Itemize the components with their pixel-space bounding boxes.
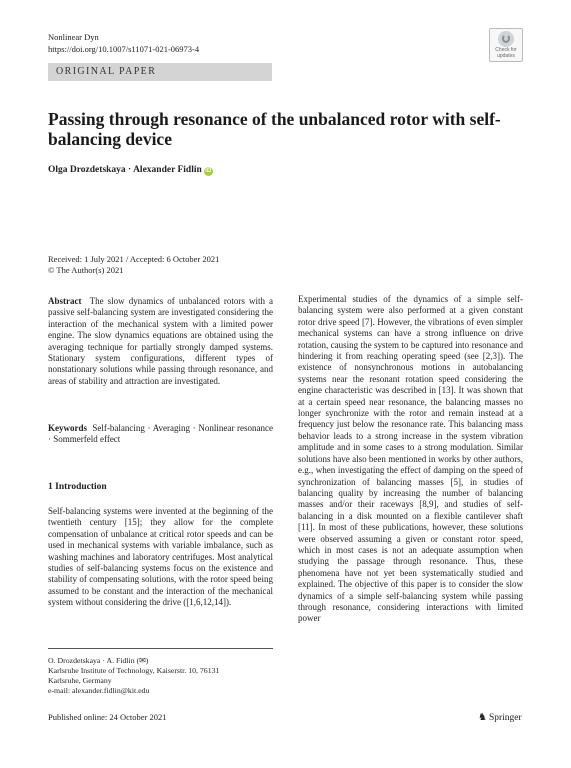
introduction-paragraph xyxy=(48,506,273,609)
doi-link[interactable]: https://doi.org/10.1007/s11071-021-06973-4 xyxy=(48,44,200,54)
right-column-text: Experimental studies of the dynamics of a simple self-balancing system were also performed at a given constant rotor drive speed [7]. However, the vibrations of even simpler mechanical systems can have a strong influence on drive rotation, causing the system to be captured into resonance and hindering it from reaching operating speed (see [2,3]). The existence of nonsynchronous motions in autobalancing systems near the resonant rotation speed considering the engine characteristic was described in [13]. It was shown that at a certain speed near resonance, the balancing masses no longer synchronize with the rotor and remain instead at a frequency just below the resonance rate. This balancing mass behavior leads to a strong increase in the system vibration amplitude and in some cases to a strong modulation. Similar solutions have also been mentioned in works by other authors, e.g., when investigating the effect of damping on the speed of synchronization of balancing masses [5], in studies of balancing quality by increasing the number of balancing masses and/or their raceways [8,9], and studies of self-balancing in a disk mounted on a flexible cantilever shaft [11]. In most of these publications, however, these solutions were observed assuming a given or constant rotor speed, which in most cases is not an adequate assumption when studying the passage through resonance. Thus, these phenomena have not yet been systematically studied and explained. The objective of this paper is to consider the slow dynamics of a simple self-balancing system while passing through resonance, considering interactions with limited power xyxy=(298,294,523,624)
author-list xyxy=(48,165,213,176)
section-heading-introduction: 1 Introduction xyxy=(48,482,107,492)
right-column-paragraph xyxy=(298,294,523,625)
footnote-email[interactable]: e-mail: alexander.fidlin@kit.edu xyxy=(48,686,150,695)
paper-title: Passing through resonance of the unbalanced rotor with self-balancing device xyxy=(48,109,501,149)
keywords xyxy=(48,423,273,446)
article-type-label: ORIGINAL PAPER xyxy=(56,66,157,77)
footnote-affiliation-1: Karlsruhe Institute of Technology, Kaiserstr. 10, 76131 xyxy=(48,666,220,675)
abstract-label: Abstract xyxy=(48,296,82,306)
footnote-divider xyxy=(48,648,273,649)
footnote-authors: O. Drozdetskaya · A. Fidlin (✉) xyxy=(48,656,149,665)
article-type-banner xyxy=(48,63,272,81)
springer-horse-icon: ♞ xyxy=(478,712,487,723)
check-for-updates-badge[interactable] xyxy=(489,28,523,62)
check-updates-icon xyxy=(498,31,514,47)
author-footnote xyxy=(48,656,278,696)
abstract xyxy=(48,296,273,387)
introduction-text: Self-balancing systems were invented at the beginning of the twentieth century [15]; they allow for the complete compensation of unbalance at critical rotor speeds and can be used in mechanical systems with variable imbalance, such as washing machines and laboratory centrifuges. Most analytical studies of self-balancing systems focus on the existence and stability of compensating solutions, with the rotor speed being assumed to be constant and the interaction of the mechanical system without considering the drive ([1,6,12,14]). xyxy=(48,506,273,608)
footnote-affiliation-2: Karlsruhe, Germany xyxy=(48,676,112,685)
orcid-icon[interactable]: iD xyxy=(205,168,212,174)
journal-header xyxy=(48,31,199,55)
article-dates xyxy=(48,254,219,276)
check-updates-label: Check for updates xyxy=(495,47,517,59)
publisher-name: Springer xyxy=(488,713,522,723)
published-date: Published online: 24 October 2021 xyxy=(48,712,167,722)
copyright-line: © The Author(s) 2021 xyxy=(48,265,124,275)
keywords-label: Keywords xyxy=(48,423,87,433)
received-accepted: Received: 1 July 2021 / Accepted: 6 October 2021 xyxy=(48,254,220,264)
publisher-logo xyxy=(478,712,522,723)
authors-text: Olga Drozdetskaya · Alexander Fidlin xyxy=(48,165,202,175)
keywords-text: Self-balancing · Averaging · Nonlinear resonance · Sommerfeld effect xyxy=(48,423,274,445)
journal-name: Nonlinear Dyn xyxy=(48,32,99,42)
abstract-text: The slow dynamics of unbalanced rotors with a passive self-balancing system are investigated considering the interaction of the mechanical system with a limited power engine. The slow dynamics equations are obtained using the averaging technique for partially strongly damped systems. Stationary system configurations, different types of nonstationary solutions while passing through resonance, and areas of stability and attraction are investigated. xyxy=(48,296,273,386)
